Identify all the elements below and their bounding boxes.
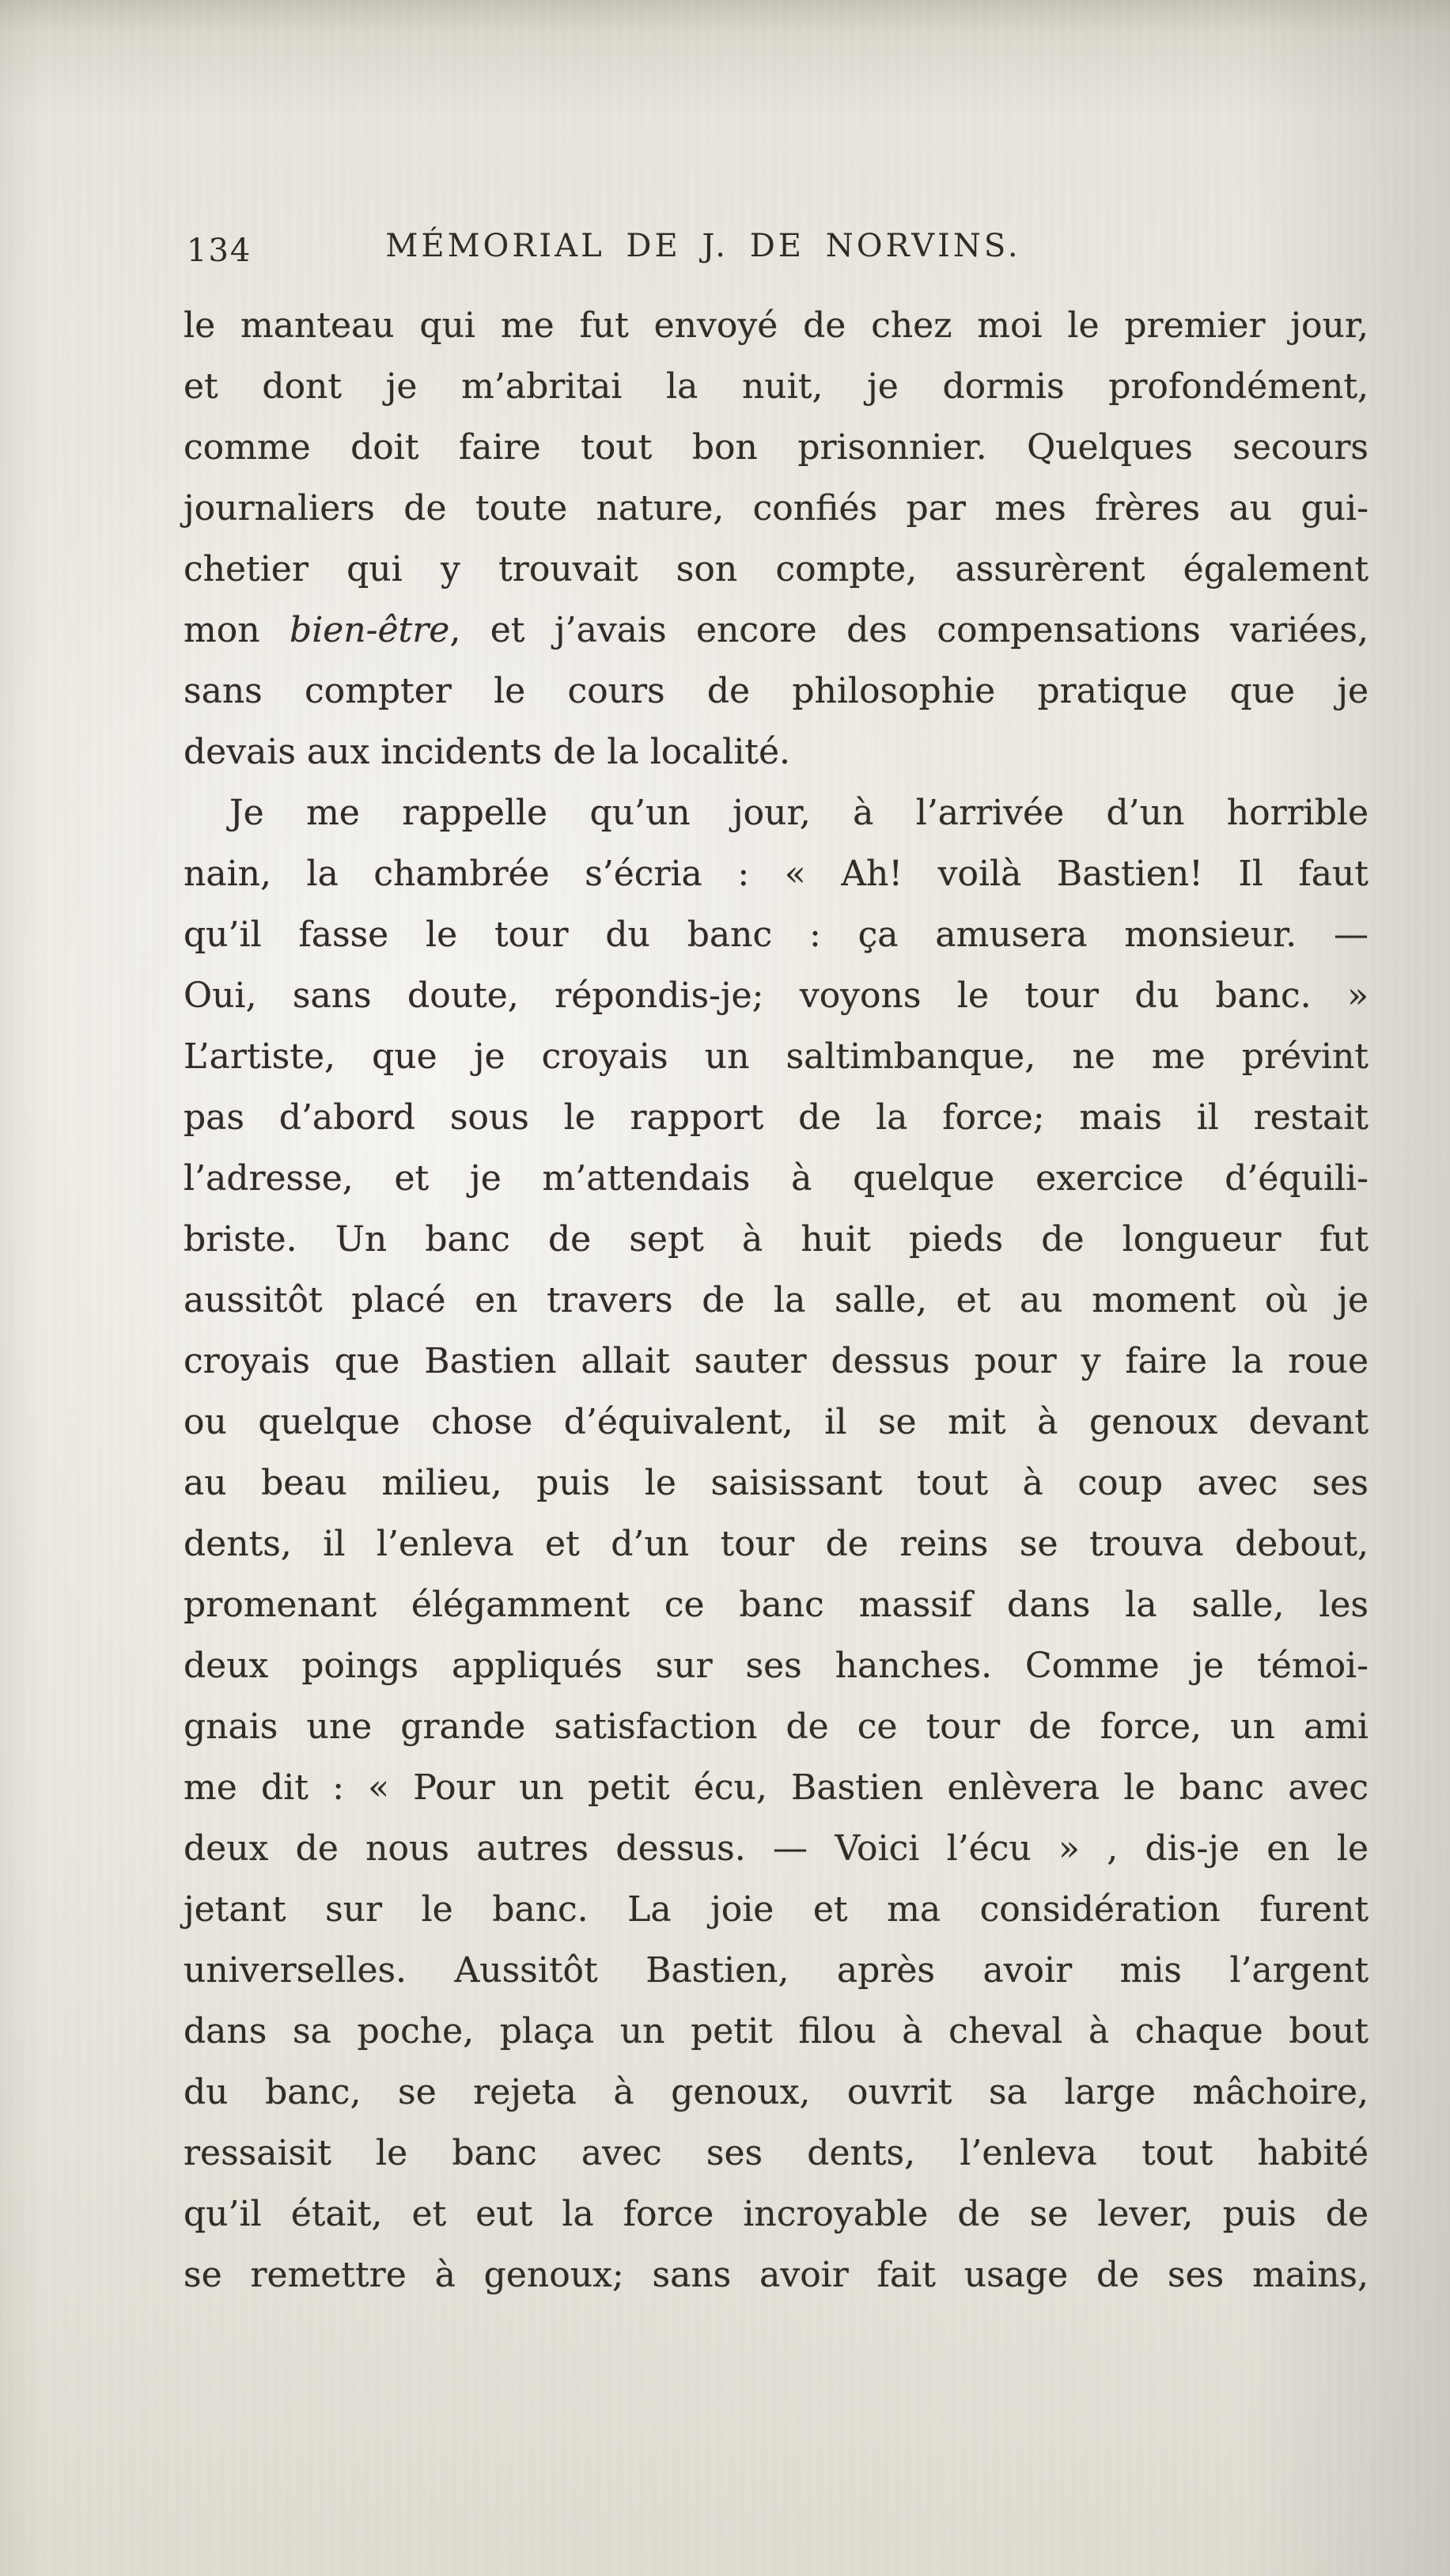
text-line	[184, 539, 1369, 600]
text-segment: chetier qui y trouvait son compte, assurèrent également	[184, 549, 1369, 589]
text-segment: croyais que Bastien allait sauter dessus pour y faire la roue	[184, 1341, 1369, 1381]
text-segment: devais aux incidents de la localité.	[184, 732, 790, 772]
text-segment: qu’il fasse le tour du banc : ça amusera monsieur. —	[184, 915, 1369, 955]
text-line	[184, 1513, 1369, 1574]
text-line	[184, 1696, 1369, 1757]
text-line	[184, 1331, 1369, 1392]
text-line	[184, 1879, 1369, 1940]
text-segment: Oui, sans doute, répondis-je; voyons le tour du banc. »	[184, 975, 1369, 1016]
text-segment: comme doit faire tout bon prisonnier. Quelques secours	[184, 427, 1369, 468]
text-segment: , et j’avais encore des compensations variées,	[449, 610, 1369, 650]
text-line	[184, 356, 1369, 417]
text-segment: deux poings appliqués sur ses hanches. Comme je témoi-	[184, 1646, 1369, 1686]
text-segment: au beau milieu, puis le saisissant tout à coup avec ses	[184, 1463, 1369, 1503]
text-segment: le manteau qui me fut envoyé de chez moi le premier jour,	[184, 305, 1369, 346]
text-segment: promenant élégamment ce banc massif dans la salle, les	[184, 1585, 1369, 1625]
text-segment: du banc, se rejeta à genoux, ouvrit sa large mâchoire,	[184, 2072, 1369, 2112]
text-line	[184, 782, 1369, 843]
text-segment: gnais une grande satisfaction de ce tour de force, un ami	[184, 1707, 1369, 1747]
text-line	[184, 904, 1369, 965]
text-segment: deux de nous autres dessus. — Voici l’écu » , dis-je en le	[184, 1828, 1369, 1869]
text-line	[184, 722, 1369, 782]
text-line	[184, 295, 1369, 356]
text-segment: pas d’abord sous le rapport de la force; mais il restait	[184, 1097, 1369, 1138]
running-title: MÉMORIAL DE J. DE NORVINS.	[385, 228, 1021, 264]
text-segment: mon	[184, 610, 290, 650]
text-segment: jetant sur le banc. La joie et ma considération furent	[184, 1889, 1369, 1930]
text-line	[184, 1148, 1369, 1209]
text-line	[184, 417, 1369, 478]
page-number: 134	[187, 233, 252, 269]
text-segment: qu’il était, et eut la force incroyable de se lever, puis de	[184, 2194, 1369, 2234]
text-segment: dents, il l’enleva et d’un tour de reins se trouva debout,	[184, 1524, 1369, 1564]
text-line	[184, 600, 1369, 661]
text-segment: ou quelque chose d’équivalent, il se mit à genoux devant	[184, 1402, 1369, 1442]
text-line	[184, 1087, 1369, 1148]
text-segment: et dont je m’abritai la nuit, je dormis profondément,	[184, 366, 1369, 407]
text-line	[184, 478, 1369, 539]
text-segment: me dit : « Pour un petit écu, Bastien enlèvera le banc avec	[184, 1767, 1369, 1808]
text-segment: se remettre à genoux; sans avoir fait usage de ses mains,	[184, 2255, 1369, 2295]
text-segment: nain, la chambrée s’écria : « Ah! voilà Bastien! Il faut	[184, 854, 1369, 894]
text-segment: L’artiste, que je croyais un saltimbanque, ne me prévint	[184, 1036, 1369, 1077]
page-header	[184, 228, 1369, 277]
text-segment: universelles. Aussitôt Bastien, après avoir mis l’argent	[184, 1950, 1369, 1991]
text-segment: sans compter le cours de philosophie pratique que je	[184, 671, 1369, 711]
text-segment: briste. Un banc de sept à huit pieds de longueur fut	[184, 1219, 1369, 1260]
text-segment: aussitôt placé en travers de la salle, et au moment où je	[184, 1280, 1369, 1320]
text-line	[184, 1818, 1369, 1879]
text-segment: ressaisit le banc avec ses dents, l’enleva tout habité	[184, 2133, 1369, 2173]
text-line	[184, 1940, 1369, 2001]
text-line	[184, 2123, 1369, 2184]
text-line	[184, 1574, 1369, 1635]
text-line	[184, 1757, 1369, 1818]
text-line	[184, 1209, 1369, 1270]
text-line	[184, 965, 1369, 1026]
text-line	[184, 1026, 1369, 1087]
text-segment: Je me rappelle qu’un jour, à l’arrivée d’un horrible	[229, 793, 1369, 833]
text-line	[184, 2001, 1369, 2062]
text-line	[184, 2245, 1369, 2305]
text-line	[184, 661, 1369, 722]
text-line	[184, 1392, 1369, 1453]
text-segment: l’adresse, et je m’attendais à quelque exercice d’équili-	[184, 1158, 1369, 1199]
text-line	[184, 2184, 1369, 2245]
text-line	[184, 1453, 1369, 1513]
text-line	[184, 2062, 1369, 2123]
text-line	[184, 1270, 1369, 1331]
text-line	[184, 1635, 1369, 1696]
text-segment: journaliers de toute nature, confiés par mes frères au gui-	[184, 488, 1369, 528]
text-block	[184, 295, 1369, 2305]
text-segment: dans sa poche, plaça un petit filou à cheval à chaque bout	[184, 2011, 1369, 2051]
text-line	[184, 843, 1369, 904]
italic-term: bien-être	[290, 610, 450, 650]
